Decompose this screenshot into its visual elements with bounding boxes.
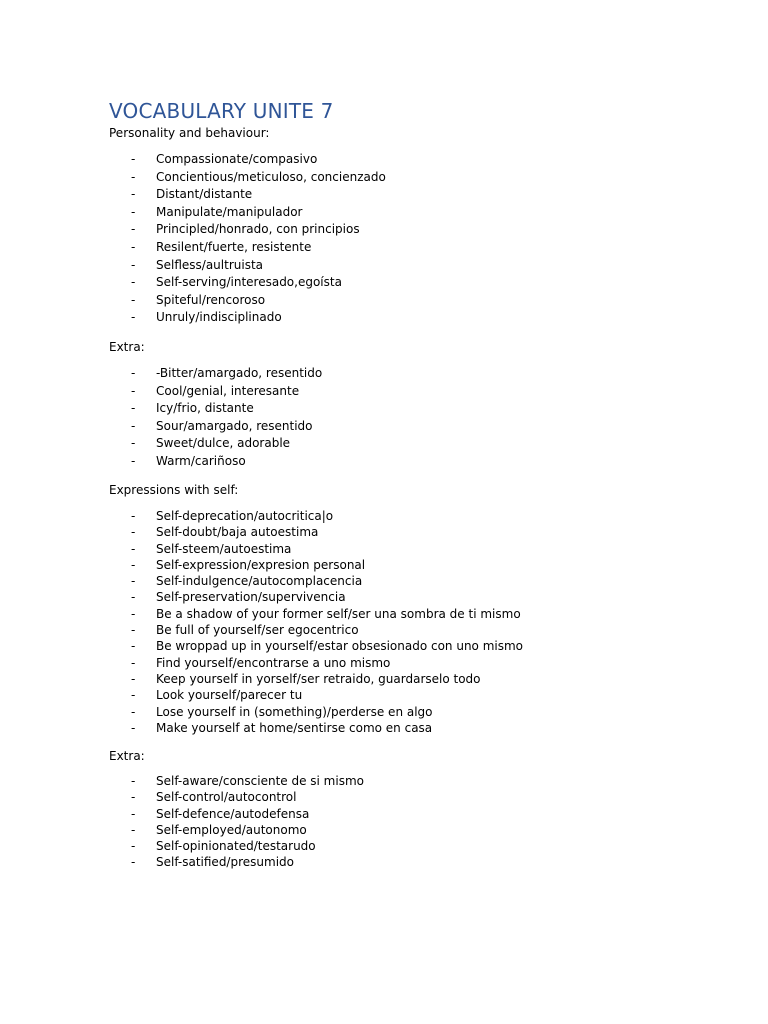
dash-bullet: - <box>131 275 136 290</box>
dash-bullet: - <box>131 790 136 805</box>
dash-bullet: - <box>131 418 136 433</box>
dash-bullet: - <box>131 222 136 237</box>
list-extra-self <box>0 773 768 871</box>
section-heading-extra: Extra: <box>109 340 145 354</box>
list-item: - Self-steem/autoestima <box>131 541 292 556</box>
dash-bullet: - <box>131 239 136 254</box>
section-heading-extra-self: Extra: <box>109 749 145 763</box>
dash-bullet: - <box>131 187 136 202</box>
dash-bullet: - <box>131 453 136 468</box>
dash-bullet: - <box>131 292 136 307</box>
list-item: - Concientious/meticuloso, concienzado <box>0 169 768 187</box>
list-item: - Self-deprecation/autocritica|o <box>131 509 334 523</box>
dash-bullet: - <box>131 366 136 380</box>
list-item: - Keep yourself in yorself/ser retraido, guardarselo todo <box>131 671 481 686</box>
dash-bullet: - <box>131 509 136 523</box>
list-item: - Be a shadow of your former self/ser una sombra de ti mismo <box>131 606 521 621</box>
list-item: - Self-control/autocontrol <box>131 790 297 805</box>
list-item: - Compassionate/compasivo <box>0 151 768 169</box>
dash-bullet: - <box>131 688 136 703</box>
list-item: - Spiteful/rencoroso <box>0 292 768 310</box>
dash-bullet: - <box>131 774 136 788</box>
list-item: - Self-indulgence/autocomplacencia <box>131 574 363 589</box>
list-item: - Principled/honrado, con principios <box>0 221 768 239</box>
dash-bullet: - <box>131 606 136 621</box>
list-item: - Find yourself/encontrarse a uno mismo <box>131 655 391 670</box>
list-item: - Self-employed/autonomo <box>131 822 307 837</box>
list-item: - Self-expression/expresion personal <box>131 557 366 572</box>
list-extra-personality <box>0 365 768 471</box>
list-item: - Self-preservation/supervivencia <box>131 590 346 605</box>
dash-bullet: - <box>131 720 136 735</box>
dash-bullet: - <box>131 704 136 719</box>
list-item: - Selfless/aultruista <box>0 257 768 275</box>
list-item: - Unruly/indisciplinado <box>0 309 768 327</box>
dash-bullet: - <box>131 152 136 166</box>
dash-bullet: - <box>131 436 136 451</box>
list-item: - Be wroppad up in yourself/estar obsesionado con uno mismo <box>131 639 524 654</box>
list-personality <box>0 151 768 327</box>
dash-bullet: - <box>131 855 136 870</box>
dash-bullet: - <box>131 310 136 325</box>
dash-bullet: - <box>131 623 136 638</box>
list-item: - Lose yourself in (something)/perderse en algo <box>131 704 433 719</box>
dash-bullet: - <box>131 655 136 670</box>
list-item: - Make yourself at home/sentirse como en casa <box>131 720 433 735</box>
dash-bullet: - <box>131 822 136 837</box>
list-item: - Icy/frio, distante <box>0 400 768 418</box>
dash-bullet: - <box>131 401 136 416</box>
list-item: - Distant/distante <box>0 186 768 204</box>
list-item: - Self-opinionated/testarudo <box>131 839 316 854</box>
section-heading-expressions-with-self: Expressions with self: <box>109 483 239 497</box>
list-expressions-with-self <box>0 508 768 736</box>
list-item: - Warm/cariñoso <box>0 453 768 471</box>
list-item: - Self-satified/presumido <box>131 855 294 870</box>
document-title: VOCABULARY UNITE 7 <box>109 99 334 123</box>
dash-bullet: - <box>131 204 136 219</box>
list-item: - Sweet/dulce, adorable <box>0 435 768 453</box>
dash-bullet: - <box>131 806 136 821</box>
dash-bullet: - <box>131 169 136 184</box>
dash-bullet: - <box>131 383 136 398</box>
list-item: - -Bitter/amargado, resentido <box>0 365 768 383</box>
list-item: - Resilent/fuerte, resistente <box>0 239 768 257</box>
dash-bullet: - <box>131 557 136 572</box>
list-item: - Self-doubt/baja autoestima <box>131 525 319 540</box>
list-item: - Cool/genial, interesante <box>0 383 768 401</box>
list-item: - Self-serving/interesado,egoísta <box>0 274 768 292</box>
dash-bullet: - <box>131 639 136 654</box>
list-item: - Look yourself/parecer tu <box>131 688 303 703</box>
list-item: - Self-aware/consciente de si mismo <box>131 774 364 788</box>
dash-bullet: - <box>131 541 136 556</box>
section-heading-personality: Personality and behaviour: <box>109 126 270 140</box>
dash-bullet: - <box>131 590 136 605</box>
dash-bullet: - <box>131 574 136 589</box>
dash-bullet: - <box>131 257 136 272</box>
list-item: - Manipulate/manipulador <box>0 204 768 222</box>
list-item: - Self-defence/autodefensa <box>131 806 310 821</box>
dash-bullet: - <box>131 525 136 540</box>
dash-bullet: - <box>131 839 136 854</box>
list-item: - Be full of yourself/ser egocentrico <box>131 623 359 638</box>
dash-bullet: - <box>131 671 136 686</box>
list-item: - Sour/amargado, resentido <box>0 418 768 436</box>
